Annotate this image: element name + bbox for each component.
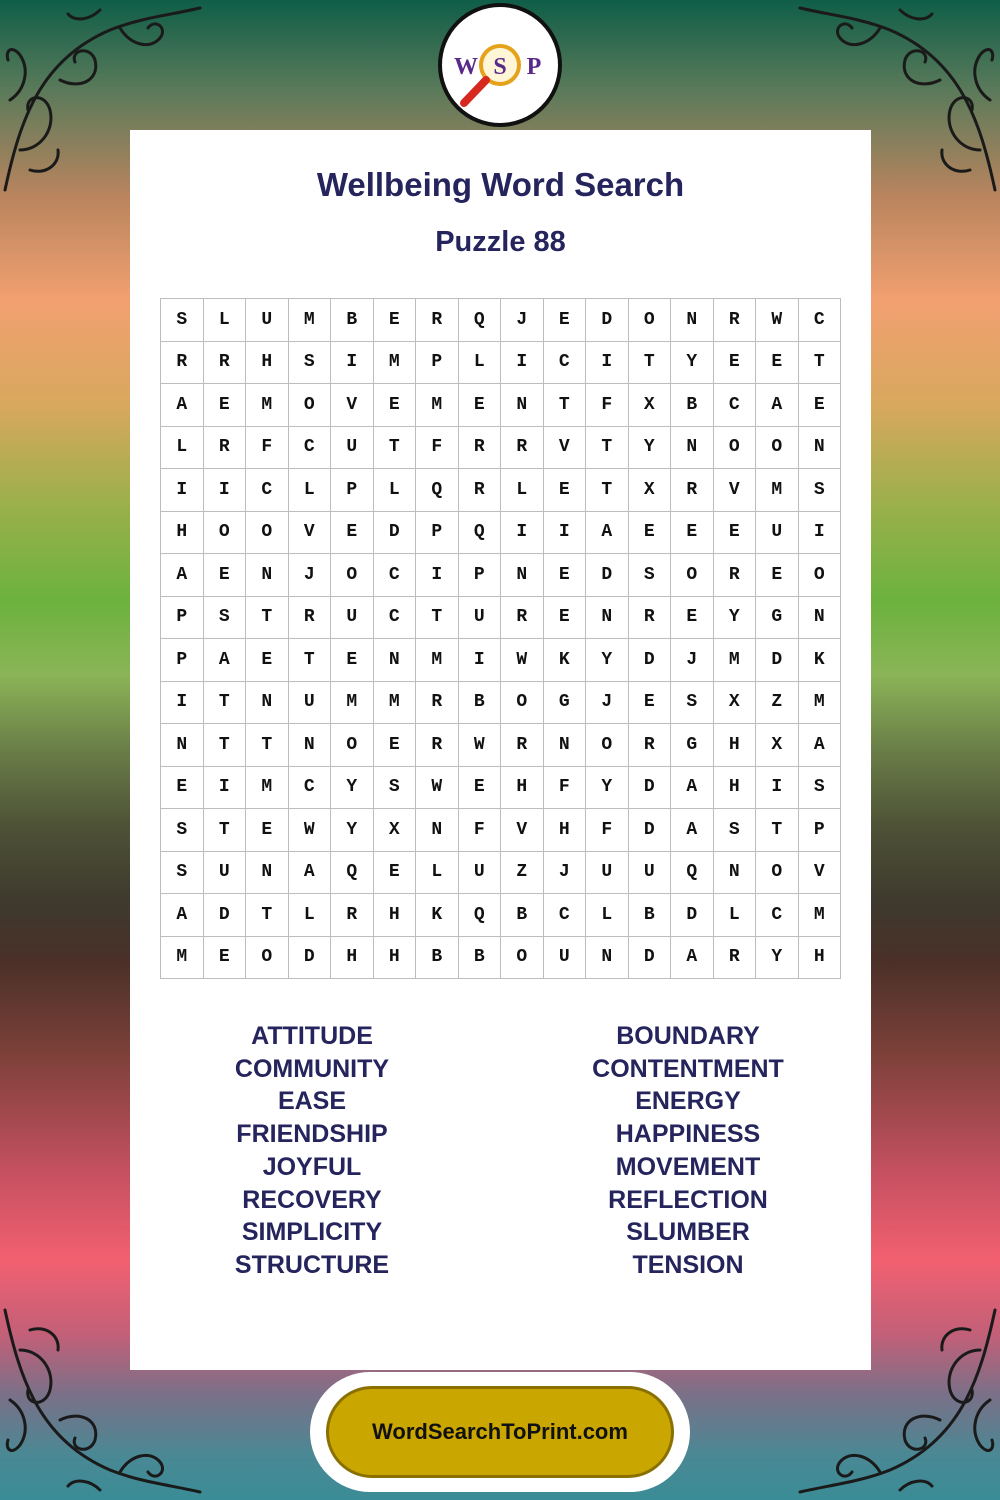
grid-cell[interactable]: M (331, 682, 374, 725)
grid-cell[interactable]: T (204, 682, 247, 725)
grid-cell[interactable]: I (459, 639, 502, 682)
grid-cell[interactable]: F (246, 427, 289, 470)
grid-cell[interactable]: O (331, 554, 374, 597)
grid-cell[interactable]: D (629, 767, 672, 810)
grid-cell[interactable]: E (204, 554, 247, 597)
grid-cell[interactable]: I (799, 512, 842, 555)
grid-cell[interactable]: S (799, 767, 842, 810)
grid-cell[interactable]: V (714, 469, 757, 512)
grid-cell[interactable]: O (289, 384, 332, 427)
grid-cell[interactable]: U (459, 597, 502, 640)
grid-cell[interactable]: Y (714, 597, 757, 640)
grid-cell[interactable]: B (331, 299, 374, 342)
grid-cell[interactable]: Q (671, 852, 714, 895)
grid-cell[interactable]: B (459, 682, 502, 725)
grid-cell[interactable]: A (204, 639, 247, 682)
grid-cell[interactable]: N (671, 427, 714, 470)
grid-cell[interactable]: R (629, 597, 672, 640)
grid-cell[interactable]: Q (459, 512, 502, 555)
grid-cell[interactable]: O (246, 512, 289, 555)
grid-cell[interactable]: U (459, 852, 502, 895)
grid-cell[interactable]: D (671, 894, 714, 937)
grid-cell[interactable]: T (629, 342, 672, 385)
grid-cell[interactable]: H (374, 937, 417, 980)
grid-cell[interactable]: Q (331, 852, 374, 895)
grid-cell[interactable]: M (374, 682, 417, 725)
grid-cell[interactable]: R (714, 554, 757, 597)
grid-cell[interactable]: E (331, 639, 374, 682)
grid-cell[interactable]: S (629, 554, 672, 597)
grid-cell[interactable]: I (586, 342, 629, 385)
grid-cell[interactable]: O (799, 554, 842, 597)
grid-cell[interactable]: L (204, 299, 247, 342)
grid-cell[interactable]: K (799, 639, 842, 682)
grid-cell[interactable]: E (671, 512, 714, 555)
grid-cell[interactable]: S (671, 682, 714, 725)
grid-cell[interactable]: F (416, 427, 459, 470)
grid-cell[interactable]: O (501, 682, 544, 725)
grid-cell[interactable]: R (501, 427, 544, 470)
grid-cell[interactable]: N (289, 724, 332, 767)
grid-cell[interactable]: T (544, 384, 587, 427)
grid-cell[interactable]: K (544, 639, 587, 682)
grid-cell[interactable]: E (459, 384, 502, 427)
grid-cell[interactable]: M (289, 299, 332, 342)
grid-cell[interactable]: B (459, 937, 502, 980)
grid-cell[interactable]: E (714, 342, 757, 385)
grid-cell[interactable]: D (586, 299, 629, 342)
grid-cell[interactable]: D (204, 894, 247, 937)
grid-cell[interactable]: M (799, 894, 842, 937)
grid-cell[interactable]: D (629, 639, 672, 682)
grid-cell[interactable]: T (586, 427, 629, 470)
grid-cell[interactable]: S (204, 597, 247, 640)
grid-cell[interactable]: E (714, 512, 757, 555)
grid-cell[interactable]: R (671, 469, 714, 512)
grid-cell[interactable]: X (629, 384, 672, 427)
grid-cell[interactable]: J (289, 554, 332, 597)
logo-letter-w: W (454, 54, 478, 80)
grid-cell[interactable]: E (374, 299, 417, 342)
grid-cell[interactable]: R (501, 597, 544, 640)
magnifier-handle-icon (464, 80, 486, 103)
grid-cell[interactable]: P (161, 597, 204, 640)
grid-cell[interactable]: R (416, 682, 459, 725)
wsp-logo (438, 3, 562, 127)
word-item: MOVEMENT (615, 1152, 761, 1181)
grid-cell[interactable]: E (161, 767, 204, 810)
grid-cell[interactable]: I (756, 767, 799, 810)
word-item: FRIENDSHIP (236, 1120, 388, 1149)
grid-cell[interactable]: E (374, 384, 417, 427)
grid-cell[interactable]: N (501, 554, 544, 597)
grid-cell[interactable]: H (714, 767, 757, 810)
grid-cell[interactable]: N (799, 427, 842, 470)
grid-cell[interactable]: N (374, 639, 417, 682)
grid-cell[interactable]: O (756, 427, 799, 470)
grid-cell[interactable]: E (756, 342, 799, 385)
grid-cell[interactable]: H (714, 724, 757, 767)
word-item: COMMUNITY (234, 1054, 390, 1083)
grid-cell[interactable]: C (799, 299, 842, 342)
grid-cell[interactable]: K (416, 894, 459, 937)
grid-cell[interactable]: B (416, 937, 459, 980)
grid-cell[interactable]: S (161, 299, 204, 342)
logo-letter-p: P (526, 54, 542, 80)
grid-cell[interactable]: G (756, 597, 799, 640)
grid-cell[interactable]: D (629, 809, 672, 852)
grid-cell[interactable]: E (756, 554, 799, 597)
grid-cell[interactable]: L (374, 469, 417, 512)
word-item: TENSION (632, 1250, 744, 1279)
grid-cell[interactable]: M (756, 469, 799, 512)
grid-cell[interactable]: E (331, 512, 374, 555)
grid-cell[interactable]: E (544, 554, 587, 597)
grid-cell[interactable]: R (459, 469, 502, 512)
grid-cell[interactable]: Y (586, 767, 629, 810)
grid-cell[interactable]: J (501, 299, 544, 342)
grid-cell[interactable]: U (331, 597, 374, 640)
grid-cell[interactable]: N (246, 852, 289, 895)
grid-cell[interactable]: V (331, 384, 374, 427)
grid-cell[interactable]: E (246, 809, 289, 852)
grid-cell[interactable]: R (331, 894, 374, 937)
grid-cell[interactable]: Z (756, 682, 799, 725)
grid-cell[interactable]: T (374, 427, 417, 470)
grid-cell[interactable]: T (204, 809, 247, 852)
grid-cell[interactable]: E (246, 639, 289, 682)
grid-cell[interactable]: H (161, 512, 204, 555)
grid-cell[interactable]: L (586, 894, 629, 937)
grid-cell[interactable]: U (629, 852, 672, 895)
word-item: REFLECTION (608, 1185, 768, 1214)
word-list-right (538, 1020, 838, 1282)
grid-cell[interactable]: R (459, 427, 502, 470)
grid-cell[interactable]: Q (459, 894, 502, 937)
grid-cell[interactable]: E (671, 597, 714, 640)
grid-cell[interactable]: A (289, 852, 332, 895)
grid-cell[interactable]: O (714, 427, 757, 470)
grid-cell[interactable]: V (544, 427, 587, 470)
grid-cell[interactable]: M (374, 342, 417, 385)
grid-cell[interactable]: U (331, 427, 374, 470)
grid-cell[interactable]: H (331, 937, 374, 980)
puzzle-card (130, 130, 871, 1370)
puzzle-number: Puzzle 88 (435, 226, 566, 258)
grid-cell[interactable]: I (544, 512, 587, 555)
grid-cell[interactable]: O (629, 299, 672, 342)
grid-cell[interactable]: O (671, 554, 714, 597)
grid-cell[interactable]: N (544, 724, 587, 767)
grid-cell[interactable]: C (374, 554, 417, 597)
grid-cell[interactable]: N (671, 299, 714, 342)
grid-cell[interactable]: I (204, 767, 247, 810)
grid-cell[interactable]: E (629, 512, 672, 555)
grid-cell[interactable]: D (289, 937, 332, 980)
grid-cell[interactable]: P (416, 512, 459, 555)
word-item: ENERGY (635, 1087, 741, 1116)
grid-cell[interactable]: M (416, 639, 459, 682)
grid-cell[interactable]: N (416, 809, 459, 852)
grid-cell[interactable]: R (161, 342, 204, 385)
grid-cell[interactable]: N (586, 937, 629, 980)
grid-cell[interactable]: U (289, 682, 332, 725)
grid-cell[interactable]: T (756, 809, 799, 852)
grid-cell[interactable]: D (586, 554, 629, 597)
grid-cell[interactable]: B (629, 894, 672, 937)
grid-cell[interactable]: T (246, 894, 289, 937)
grid-cell[interactable]: A (671, 767, 714, 810)
grid-cell[interactable]: Y (671, 342, 714, 385)
grid-cell[interactable]: N (586, 597, 629, 640)
word-item: SIMPLICITY (241, 1218, 383, 1247)
grid-cell[interactable]: C (544, 894, 587, 937)
word-item: STRUCTURE (234, 1250, 390, 1279)
grid-cell[interactable]: G (671, 724, 714, 767)
word-item: JOYFUL (262, 1152, 362, 1181)
grid-cell[interactable]: T (204, 724, 247, 767)
grid-cell[interactable]: R (204, 342, 247, 385)
grid-cell[interactable]: R (501, 724, 544, 767)
grid-cell[interactable]: Z (501, 852, 544, 895)
grid-cell[interactable]: C (714, 384, 757, 427)
grid-cell[interactable]: N (799, 597, 842, 640)
grid-cell[interactable]: P (161, 639, 204, 682)
grid-cell[interactable]: F (459, 809, 502, 852)
grid-cell[interactable]: T (586, 469, 629, 512)
grid-cell[interactable]: E (374, 852, 417, 895)
word-list-left (162, 1020, 462, 1282)
word-item: ATTITUDE (251, 1022, 373, 1050)
grid-cell[interactable]: Q (459, 299, 502, 342)
grid-cell[interactable]: N (246, 682, 289, 725)
grid-cell[interactable]: Y (586, 639, 629, 682)
grid-cell[interactable]: R (416, 299, 459, 342)
grid-cell[interactable]: O (586, 724, 629, 767)
grid-cell[interactable]: I (501, 342, 544, 385)
grid-cell[interactable]: H (246, 342, 289, 385)
grid-cell[interactable]: R (204, 427, 247, 470)
grid-cell[interactable]: M (714, 639, 757, 682)
grid-cell[interactable]: Y (629, 427, 672, 470)
grid-cell[interactable]: U (544, 937, 587, 980)
grid-cell[interactable]: C (289, 427, 332, 470)
grid-cell[interactable]: O (204, 512, 247, 555)
grid-cell[interactable]: M (246, 767, 289, 810)
grid-cell[interactable]: C (544, 342, 587, 385)
grid-cell[interactable]: M (246, 384, 289, 427)
grid-cell[interactable]: T (289, 639, 332, 682)
grid-cell[interactable]: A (586, 512, 629, 555)
grid-cell[interactable]: E (374, 724, 417, 767)
grid-cell[interactable]: I (416, 554, 459, 597)
grid-cell[interactable]: E (204, 937, 247, 980)
grid-cell[interactable]: W (459, 724, 502, 767)
grid-cell[interactable]: M (799, 682, 842, 725)
grid-cell[interactable]: A (161, 554, 204, 597)
grid-cell[interactable]: O (246, 937, 289, 980)
grid-cell[interactable]: X (374, 809, 417, 852)
grid-cell[interactable]: T (246, 724, 289, 767)
word-item: EASE (277, 1087, 347, 1116)
grid-cell[interactable]: V (799, 852, 842, 895)
grid-cell[interactable]: N (161, 724, 204, 767)
letter-grid (160, 298, 841, 979)
grid-cell[interactable]: C (374, 597, 417, 640)
grid-cell[interactable]: S (161, 852, 204, 895)
grid-cell[interactable]: I (331, 342, 374, 385)
grid-cell[interactable]: D (756, 639, 799, 682)
grid-cell[interactable]: Y (756, 937, 799, 980)
grid-cell[interactable]: B (671, 384, 714, 427)
word-item: RECOVERY (242, 1185, 382, 1214)
grid-cell[interactable]: S (289, 342, 332, 385)
grid-cell[interactable]: E (459, 767, 502, 810)
grid-cell[interactable]: O (501, 937, 544, 980)
grid-cell[interactable]: R (629, 724, 672, 767)
grid-cell[interactable]: L (714, 894, 757, 937)
grid-cell[interactable]: U (204, 852, 247, 895)
grid-cell[interactable]: P (459, 554, 502, 597)
grid-cell[interactable]: M (416, 384, 459, 427)
grid-cell[interactable]: L (459, 342, 502, 385)
grid-cell[interactable]: U (756, 512, 799, 555)
grid-cell[interactable]: T (799, 342, 842, 385)
grid-cell[interactable]: R (714, 937, 757, 980)
grid-cell[interactable]: T (246, 597, 289, 640)
grid-cell[interactable]: P (416, 342, 459, 385)
grid-cell[interactable]: U (586, 852, 629, 895)
grid-cell[interactable]: I (161, 469, 204, 512)
grid-cell[interactable]: I (204, 469, 247, 512)
grid-cell[interactable]: X (714, 682, 757, 725)
grid-cell[interactable]: E (799, 384, 842, 427)
grid-cell[interactable]: I (501, 512, 544, 555)
grid-cell[interactable]: N (246, 554, 289, 597)
grid-cell[interactable]: N (714, 852, 757, 895)
grid-cell[interactable]: Q (416, 469, 459, 512)
grid-cell[interactable]: M (161, 937, 204, 980)
grid-cell[interactable]: S (161, 809, 204, 852)
grid-cell[interactable]: R (416, 724, 459, 767)
grid-cell[interactable]: E (204, 384, 247, 427)
grid-cell[interactable]: W (289, 809, 332, 852)
grid-cell[interactable]: F (544, 767, 587, 810)
footer-badge (310, 1372, 690, 1492)
grid-cell[interactable]: E (544, 469, 587, 512)
word-item: BOUNDARY (616, 1022, 760, 1050)
grid-cell[interactable]: L (161, 427, 204, 470)
grid-cell[interactable]: G (544, 682, 587, 725)
grid-cell[interactable]: A (161, 894, 204, 937)
grid-cell[interactable]: V (289, 512, 332, 555)
grid-cell[interactable]: H (501, 767, 544, 810)
word-item: SLUMBER (626, 1218, 750, 1247)
grid-cell[interactable]: I (161, 682, 204, 725)
grid-cell[interactable]: E (629, 682, 672, 725)
grid-cell[interactable]: T (416, 597, 459, 640)
grid-cell[interactable]: W (501, 639, 544, 682)
grid-cell[interactable]: W (416, 767, 459, 810)
grid-cell[interactable]: N (501, 384, 544, 427)
grid-cell[interactable]: O (756, 852, 799, 895)
grid-cell[interactable]: C (289, 767, 332, 810)
grid-cell[interactable]: W (756, 299, 799, 342)
word-item: HAPPINESS (615, 1120, 761, 1149)
grid-cell[interactable]: A (671, 809, 714, 852)
grid-cell[interactable]: S (714, 809, 757, 852)
grid-cell[interactable]: L (289, 894, 332, 937)
grid-cell[interactable]: S (799, 469, 842, 512)
grid-cell[interactable]: V (501, 809, 544, 852)
grid-cell[interactable]: D (629, 937, 672, 980)
grid-cell[interactable]: D (374, 512, 417, 555)
grid-cell[interactable]: F (586, 809, 629, 852)
grid-cell[interactable]: E (544, 299, 587, 342)
grid-cell[interactable]: A (756, 384, 799, 427)
grid-cell[interactable]: H (799, 937, 842, 980)
grid-cell[interactable]: B (501, 894, 544, 937)
grid-cell[interactable]: R (714, 299, 757, 342)
grid-cell[interactable]: C (246, 469, 289, 512)
grid-cell[interactable]: U (246, 299, 289, 342)
grid-cell[interactable]: L (416, 852, 459, 895)
grid-cell[interactable]: P (799, 809, 842, 852)
grid-cell[interactable]: E (544, 597, 587, 640)
grid-cell[interactable]: Y (331, 809, 374, 852)
site-link[interactable]: WordSearchToPrint.com (326, 1386, 674, 1478)
logo-letter-s: S (493, 54, 507, 80)
word-item: CONTENTMENT (592, 1054, 784, 1083)
grid-cell[interactable]: J (544, 852, 587, 895)
page-title: Wellbeing Word Search (316, 166, 685, 203)
grid-cell[interactable]: C (756, 894, 799, 937)
grid-cell[interactable]: X (756, 724, 799, 767)
grid-cell[interactable]: O (331, 724, 374, 767)
grid-cell[interactable]: L (501, 469, 544, 512)
grid-cell[interactable]: H (374, 894, 417, 937)
grid-cell[interactable]: S (374, 767, 417, 810)
grid-cell[interactable]: J (586, 682, 629, 725)
grid-cell[interactable]: F (586, 384, 629, 427)
grid-cell[interactable]: L (289, 469, 332, 512)
grid-cell[interactable]: H (544, 809, 587, 852)
grid-cell[interactable]: X (629, 469, 672, 512)
grid-cell[interactable]: P (331, 469, 374, 512)
grid-cell[interactable]: A (799, 724, 842, 767)
grid-cell[interactable]: A (671, 937, 714, 980)
grid-cell[interactable]: Y (331, 767, 374, 810)
grid-cell[interactable]: A (161, 384, 204, 427)
grid-cell[interactable]: J (671, 639, 714, 682)
grid-cell[interactable]: R (289, 597, 332, 640)
